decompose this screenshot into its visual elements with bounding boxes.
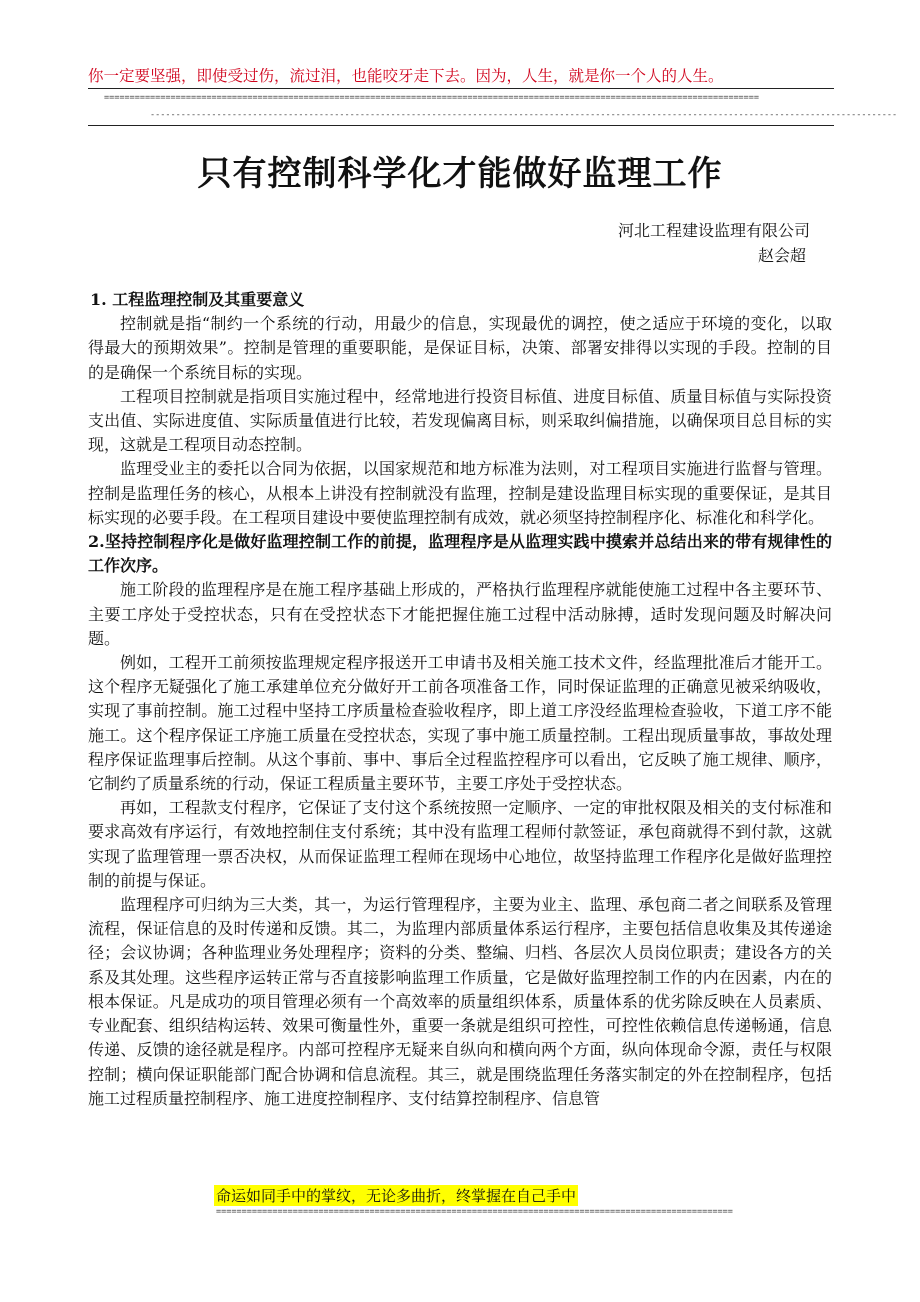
- footer-motto: 命运如同手中的掌纹，无论多曲折，终掌握在自己手中: [216, 1187, 577, 1205]
- section-1-heading: 1. 工程监理控制及其重要意义: [90, 290, 305, 309]
- header-motto: 你一定要坚强，即使受过伤，流过泪，也能咬牙走下去。因为，人生，就是你一个人的人生。: [88, 67, 724, 85]
- section-2-paragraph-1: 施工阶段的监理程序是在施工程序基础上形成的，严格执行监理程序就能使施工过程中各主要环节、主要工序处于受控状态，只有在受控状态下才能把握住施工过程中活动脉搏，适时发现问题及时解决问题。: [88, 580, 832, 648]
- document-title: 只有控制科学化才能做好监理工作: [197, 154, 723, 194]
- header-top-rule: [88, 88, 834, 89]
- header-equals-rule: ================================================================================================================================: [104, 93, 760, 103]
- section-1-paragraph-3: 监理受业主的委托以合同为依据，以国家规范和地方标准为法则，对工程项目实施进行监督与管理。控制是监理任务的核心，从根本上讲没有控制就没有监理，控制是建设监理目标实现的重要保证，是其目标实现的必要手段。在工程项目建设中要使监理控制有成效，就必须坚持控制程序化、标准化和科学化。: [88, 459, 832, 527]
- author-name: 赵会超: [757, 246, 806, 265]
- author-organization: 河北工程建设监理有限公司: [617, 221, 810, 240]
- section-2-paragraph-2: 例如，工程开工前须按监理规定程序报送开工申请书及相关施工技术文件，经监理批准后才能开工。这个程序无疑强化了施工承建单位充分做好开工前各项准备工作，同时保证监理的正确意见被采纳吸收，实现了事前控制。施工过程中坚持工序质量检查验收程序，即上道工序没经监理检查验收，下道工序不能施工。这个程序保证工序施工质量在受控状态，实现了事中施工质量控制。工程出现质量事故，事故处理程序保证监理事后控制。从这个事前、事中、事后全过程监控程序可以看出，它反映了施工规律、顺序，它制约了质量系统的行动，保证工程质量主要环节，主要工序处于受控状态。: [88, 653, 832, 794]
- header-bottom-rule: [88, 125, 834, 126]
- section-1-paragraph-1: 控制就是指“制约一个系统的行动，用最少的信息，实现最优的调控，使之适应于环境的变化，以取得最大的预期效果”。控制是管理的重要职能，是保证目标，决策、部署安排得以实现的手段。控制的目的是确保一个系统目标的实现。: [88, 314, 832, 382]
- header-dash-rule: --------------------------------------------------------------------------------------------------------------------------------------------------: [150, 110, 898, 120]
- section-2-heading: 2.坚持控制程序化是做好监理控制工作的前提，监理程序是从监理实践中摸索并总结出来的带有规律性的工作次序。: [88, 532, 832, 576]
- section-2-paragraph-3: 再如，工程款支付程序，它保证了支付这个系统按照一定顺序、一定的审批权限及相关的支付标准和要求高效有序运行，有效地控制住支付系统；其中没有监理工程师付款签证，承包商就得不到付款，这就实现了监理管理一票否决权，从而保证监理工程师在现场中心地位，故坚持监理工作程序化是做好监理控制的前提与保证。: [88, 798, 832, 890]
- footer-equals-rule: =====================================================================================================: [216, 1207, 733, 1217]
- document-body: [88, 288, 832, 1111]
- section-1-paragraph-2: 工程项目控制就是指项目实施过程中，经常地进行投资目标值、进度目标值、质量目标值与实际投资支出值、实际进度值、实际质量值进行比较，若发现偏离目标，则采取纠偏措施，以确保项目总目标的实现，这就是工程项目动态控制。: [88, 386, 832, 455]
- section-2-paragraph-4: 监理程序可归纳为三大类，其一，为运行管理程序，主要为业主、监理、承包商二者之间联系及管理流程，保证信息的及时传递和反馈。其二，为监理内部质量体系运行程序，主要包括信息收集及其传递途径；会议协调；各种监理业务处理程序；资料的分类、整编、归档、各层次人员岗位职责；建设各方的关系及其处理。这些程序运转正常与否直接影响监理工作质量，它是做好监理控制工作的内在因素，内在的根本保证。凡是成功的项目管理必须有一个高效率的质量组织体系，质量体系的优劣除反映在人员素质、专业配套、组织结构运转、效果可衡量性外，重要一条就是组织可控性，可控性依赖信息传递畅通，信息传递、反馈的途径就是程序。内部可控程序无疑来自纵向和横向两个方面，纵向体现命令源，责任与权限控制；横向保证职能部门配合协调和信息流程。其三，就是围绕监理任务落实制定的外在控制程序，包括施工过程质量控制程序、施工进度控制程序、支付结算控制程序、信息管: [88, 895, 832, 1108]
